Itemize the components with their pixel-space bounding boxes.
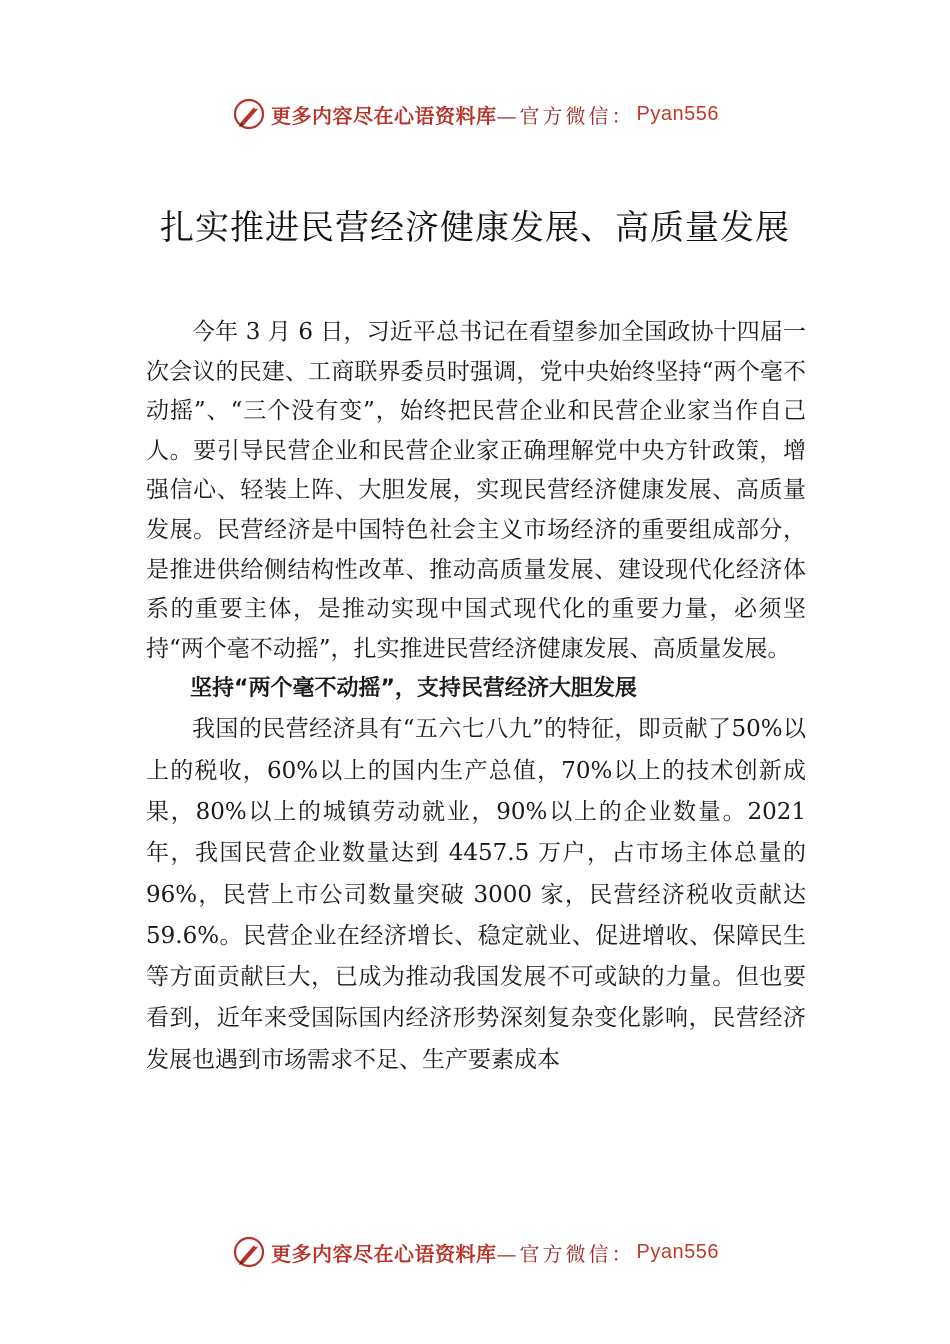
watermark-wechat-id: Pyan556 — [636, 102, 719, 125]
watermark-main-text: 更多内容尽在心语资料库 — [271, 1241, 497, 1266]
watermark-banner-top — [0, 94, 950, 134]
watermark-banner-bottom — [0, 1232, 950, 1272]
section-heading: 坚持“两个毫不动摇”，支持民营经济大胆发展 — [190, 676, 637, 702]
pen-logo-icon — [231, 1234, 267, 1270]
watermark-main-text: 更多内容尽在心语资料库 — [271, 103, 497, 128]
paragraph-intro: 今年 3 月 6 日，习近平总书记在看望参加全国政协十四届一次会议的民建、工商联界委员时强调，党中央始终坚持“两个毫不动摇”、“三个没有变”，始终把民营企业和民营企业家当作自己人。要引导民营企业和民营企业家正确理解党中央方针政策，增强信心、轻装上阵、大胆发展，实现民营经济健康发展、高质量发展。民营经济是中国特色社会主义市场经济的重要组成部分，是推进供给侧结构性改革、推动高质量发展、建设现代化经济体系的重要主体，是推动实现中国式现代化的重要力量，必须坚持“两个毫不动摇”，扎实推进民营经济健康发展、高质量发展。 — [146, 319, 806, 662]
watermark-sub-text: —官方微信： — [496, 1241, 635, 1266]
document-title: 扎实推进民营经济健康发展、高质量发展 — [160, 208, 790, 248]
document-body — [146, 313, 806, 1081]
pen-logo-icon — [231, 96, 267, 132]
watermark-wechat-id: Pyan556 — [636, 1240, 719, 1263]
paragraph-section-1: 我国的民营经济具有“五六七八九”的特征，即贡献了50%以上的税收，60%以上的国内生产总值，70%以上的技术创新成果，80%以上的城镇劳动就业，90%以上的企业数量。2021 年，我国民营企业数量达到 4457.5 万户，占市场主体总量的 96%，民营上市公司数量突破 3000 家，民营经济税收贡献达 59.6%。民营企业在经济增长、稳定就业、促进增收、保障民生等方面贡献巨大，已成为推动我国发展不可或缺的力量。但也要看到，近年来受国际国内经济形势深刻复杂变化影响，民营经济发展也遇到市场需求不足、生产要素成本 — [146, 716, 806, 1073]
watermark-sub-text: —官方微信： — [496, 103, 635, 128]
